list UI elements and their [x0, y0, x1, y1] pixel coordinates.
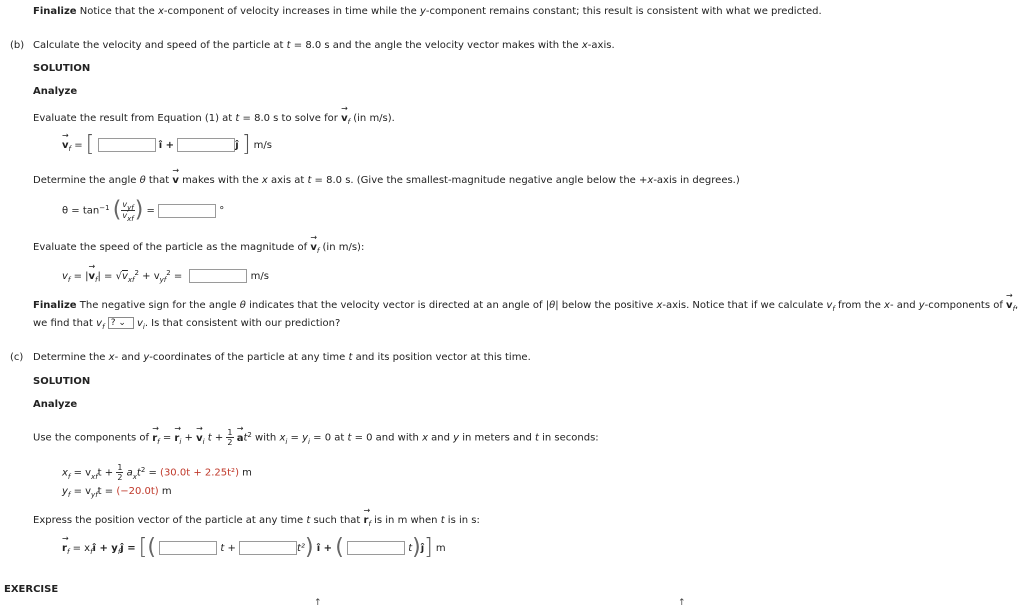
var-y: y	[143, 352, 150, 363]
unit-label: m	[435, 543, 446, 554]
arrow-up-icon: ↑	[314, 598, 322, 608]
equation-text: = v	[70, 486, 92, 497]
sqrt-symbol: | = √	[97, 271, 122, 282]
var-x: x	[581, 40, 588, 51]
var-v: v	[136, 318, 143, 329]
squared: 2	[166, 269, 171, 277]
var-t: t	[286, 40, 291, 51]
vector-v: → v	[62, 140, 69, 151]
var-v: v	[62, 271, 68, 282]
half-fraction	[116, 463, 123, 482]
var-x: x	[157, 6, 164, 17]
var-t: t	[535, 432, 539, 444]
xf-equation	[62, 463, 252, 482]
chevron-down-icon: ⌄	[118, 318, 126, 328]
instruction-text: Determine the angle	[33, 175, 140, 186]
part-b-finalize	[33, 300, 1018, 311]
subscript-f: f	[832, 305, 835, 313]
subscript-x: x	[132, 472, 137, 481]
prompt-text: Calculate the velocity and speed of the particle at	[33, 40, 287, 51]
var-t: t	[440, 515, 445, 526]
top-finalize	[33, 6, 822, 17]
vy-over-vx-fraction	[121, 200, 134, 221]
instruction-text: Express the position vector of the particle at any time	[33, 515, 307, 526]
subscript-f: f	[117, 548, 121, 556]
finalize-label: Finalize	[33, 300, 77, 311]
squared: 2	[140, 465, 146, 474]
t-plus-label: t +	[220, 543, 236, 554]
var-x: x	[261, 175, 268, 186]
select-value: ?	[110, 318, 116, 328]
numerator: 1	[117, 463, 123, 472]
part-b-letter: (b)	[10, 40, 25, 51]
subscript-xf: xf	[127, 276, 135, 284]
finalize-text: -axis. Notice that if we calculate	[662, 300, 827, 311]
v-den: v	[122, 211, 128, 220]
i-hat-unit: î +	[158, 140, 175, 151]
vector-v: → v	[341, 113, 348, 124]
right-paren: )	[134, 197, 144, 223]
prompt-text: -axis.	[587, 40, 615, 51]
vector-a: → a	[237, 433, 244, 444]
var-x: x	[279, 432, 286, 444]
speed-input[interactable]	[189, 269, 247, 283]
instruction-text: that	[145, 175, 173, 186]
left-paren: (	[147, 535, 156, 560]
subscript-f: f	[157, 437, 160, 446]
finalize-text: Notice that the	[79, 6, 158, 17]
instruction-text: with	[255, 432, 280, 444]
equals-sign: =	[162, 432, 172, 444]
comparison-select[interactable]	[108, 317, 134, 329]
part-b-solution-heading: SOLUTION	[33, 63, 91, 74]
x-coefficient-t2-input[interactable]	[239, 541, 297, 555]
instruction-text: and	[427, 432, 454, 444]
degree-unit: °	[219, 205, 225, 217]
equals-sign: =	[290, 432, 299, 444]
var-t: t	[347, 432, 352, 444]
left-bracket: [	[85, 132, 95, 157]
plus-sign: +	[184, 432, 193, 444]
equals-sign: =	[170, 271, 183, 282]
subscript-f: f	[66, 548, 70, 556]
finalize-text: -components of	[924, 300, 1007, 311]
subscript-f: f	[67, 276, 71, 284]
finalize-text: -component of velocity increases in time while the	[163, 6, 420, 17]
part-b-analyze-heading: Analyze	[33, 86, 78, 97]
subscript-i: i	[179, 437, 182, 446]
y-coefficient-t-input[interactable]	[347, 541, 405, 555]
right-bracket: ]	[424, 535, 433, 560]
instruction-text: is in m when	[370, 515, 441, 526]
instruction-text: = 8.0 s to solve for	[239, 113, 342, 124]
instruction-text: (in m/s):	[319, 242, 365, 253]
magnitude-open: = |	[70, 271, 89, 282]
vector-v: → v	[196, 433, 203, 444]
var-y: y	[62, 486, 68, 497]
instruction-text: in seconds:	[538, 432, 599, 444]
part-c-prompt	[33, 352, 531, 363]
t-squared-label: t²	[297, 543, 305, 554]
instruction-text: = 0 and with	[351, 432, 423, 444]
plus-sign: +	[214, 432, 224, 444]
left-paren: (	[112, 197, 122, 223]
vector-v: → v	[172, 175, 179, 186]
evaluate-velocity-instruction	[33, 113, 395, 124]
subscript-f: f	[67, 472, 71, 481]
equation-text: t +	[97, 467, 117, 479]
var-x: x	[62, 467, 68, 479]
subscript-f: f	[95, 276, 98, 284]
determine-angle-instruction	[33, 175, 740, 186]
var-t: t	[235, 113, 240, 124]
squared: 2	[134, 269, 139, 277]
instruction-text: in meters and	[459, 432, 536, 444]
left-paren: (	[335, 535, 344, 560]
finalize-text: . Is that consistent with our prediction?	[144, 318, 341, 329]
theta-tan-label: θ = tan	[62, 205, 100, 217]
prompt-text: Determine the	[33, 352, 109, 363]
unit-label: m	[161, 486, 172, 497]
express-position-instruction	[33, 515, 480, 526]
instruction-text: = 0 at	[309, 432, 348, 444]
var-theta: θ	[139, 175, 146, 186]
part-c-analyze-heading: Analyze	[33, 399, 78, 410]
finalize-text: indicates that the velocity vector is directed at an angle of |	[245, 300, 550, 311]
finalize-text: The negative sign for the angle	[79, 300, 240, 311]
var-x: x	[647, 175, 654, 186]
var-x: x	[656, 300, 663, 311]
squared: 2	[247, 430, 252, 439]
plus-v: + v	[138, 271, 160, 282]
part-b-finalize-line2	[33, 317, 340, 329]
equation-text: t =	[97, 486, 117, 497]
use-components-instruction	[33, 428, 599, 447]
x-coefficient-t-input[interactable]	[159, 541, 217, 555]
instruction-text: is in s:	[444, 515, 480, 526]
vector-v: → v	[310, 242, 317, 253]
instruction-text: Evaluate the speed of the particle as the magnitude of	[33, 242, 311, 253]
finalize-text: ,	[1015, 300, 1019, 311]
finalize-text: -component remains constant; this result is consistent with what we predicted.	[425, 6, 822, 17]
numerator: 1	[227, 428, 233, 437]
speed-equation	[62, 269, 269, 283]
left-bracket: [	[138, 535, 148, 560]
prompt-text: and its position vector at this time.	[352, 352, 531, 363]
vector-v: → v	[1006, 300, 1013, 311]
subscript-f: f	[347, 118, 351, 126]
unit-label: m/s	[253, 140, 272, 151]
yf-value: (−20.0t)	[116, 486, 159, 497]
vector-r: → r	[152, 433, 157, 444]
subscript-f: f	[67, 491, 71, 499]
equals-sign: =	[74, 140, 83, 151]
vector-r: → r	[62, 543, 67, 554]
position-vector-equation	[62, 535, 446, 560]
right-paren: )	[412, 535, 421, 560]
prompt-text: - and	[114, 352, 144, 363]
right-bracket: ]	[241, 132, 251, 157]
subscript-f: f	[368, 520, 371, 528]
var-x: x	[884, 300, 890, 311]
subscript-f: f	[102, 323, 105, 331]
subscript-i: i	[285, 437, 288, 446]
part-c-letter: (c)	[10, 352, 24, 363]
velocity-vector-equation	[62, 132, 272, 157]
theta-input[interactable]	[158, 204, 216, 218]
half-fraction	[226, 428, 233, 447]
subscript-yf: yf	[127, 204, 134, 212]
subscript-i: i	[202, 437, 205, 446]
var-t: t	[207, 432, 212, 444]
exercise-heading: EXERCISE	[4, 584, 59, 595]
prompt-text: -coordinates of the particle at any time	[149, 352, 349, 363]
equation-text: = v	[70, 467, 92, 479]
var-a: a	[126, 467, 133, 479]
instruction-text: Use the components of	[33, 432, 153, 444]
var-x: x	[422, 432, 428, 444]
vy-input[interactable]	[177, 138, 235, 152]
var-theta: θ	[239, 300, 246, 311]
instruction-text: axis at	[267, 175, 308, 186]
arrow-up-icon: ↑	[678, 598, 686, 608]
vector-v: → v	[89, 271, 96, 282]
var-v: v	[826, 300, 833, 311]
subscript-i: i	[142, 323, 145, 331]
evaluate-speed-instruction	[33, 242, 364, 253]
finalize-text: - and	[889, 300, 919, 311]
subscript-yi: yf	[91, 491, 98, 499]
instruction-text: makes with the	[178, 175, 262, 186]
equals-sign: =	[145, 467, 161, 479]
vx-input[interactable]	[98, 138, 156, 152]
vector-r: → r	[364, 515, 369, 526]
subscript-xf: xf	[127, 215, 134, 223]
part-c-solution-heading: SOLUTION	[33, 376, 91, 387]
denominator: 2	[117, 473, 123, 482]
equals-sign: =	[146, 205, 155, 217]
yf-equation	[62, 486, 172, 497]
subscript-f: f	[90, 548, 93, 556]
equation-text: = x	[69, 543, 91, 554]
var-v: v	[121, 271, 128, 282]
instruction-text: (in m/s).	[350, 113, 395, 124]
finalize-text: from the	[834, 300, 885, 311]
subscript-f: f	[1012, 305, 1016, 313]
var-t: t	[307, 175, 312, 186]
var-t: t	[243, 432, 248, 444]
subscript-xi: xf	[91, 472, 98, 481]
subscript-yf: yf	[159, 276, 167, 284]
var-y: y	[419, 6, 426, 17]
part-b-prompt	[33, 40, 615, 51]
j-hat-unit: ĵ	[420, 543, 425, 554]
inverse-superscript: −1	[99, 203, 110, 212]
var-t: t	[306, 515, 311, 526]
instruction-text: -axis in degrees.)	[653, 175, 740, 186]
xf-value: (30.0t + 2.25t²)	[160, 467, 239, 479]
var-y: y	[302, 432, 308, 444]
finalize-label: Finalize	[33, 6, 77, 17]
equation-text: ĵ =	[120, 543, 136, 554]
var-x: x	[108, 352, 115, 363]
instruction-text: such that	[310, 515, 364, 526]
vector-r: → r	[174, 433, 179, 444]
var-t: t	[348, 352, 353, 363]
t-label: t	[408, 543, 413, 554]
var-theta: θ	[549, 300, 556, 311]
subscript-i: i	[308, 437, 310, 446]
instruction-text: = 8.0 s. (Give the smallest-magnitude negative angle below the +	[311, 175, 648, 186]
subscript-f: f	[68, 145, 71, 153]
subscript-f: f	[316, 247, 320, 255]
unit-label: m/s	[250, 271, 269, 282]
v-num: v	[122, 200, 128, 209]
right-paren: )	[304, 535, 314, 560]
instruction-text: Evaluate the result from Equation (1) at	[33, 113, 236, 124]
j-hat-unit: ĵ	[235, 140, 239, 151]
var-y: y	[453, 432, 460, 444]
denominator: 2	[227, 438, 233, 447]
prompt-text: = 8.0 s and the angle the velocity vector makes with the	[290, 40, 582, 51]
finalize-text: | below the positive	[555, 300, 657, 311]
var-v: v	[96, 318, 103, 329]
var-y: y	[918, 300, 925, 311]
unit-label: m	[242, 467, 252, 479]
var-t: t	[136, 467, 141, 479]
finalize-text: we find that	[33, 318, 97, 329]
i-hat-unit: î +	[316, 543, 333, 554]
equation-text: î + y	[92, 543, 118, 554]
theta-equation	[62, 197, 225, 223]
